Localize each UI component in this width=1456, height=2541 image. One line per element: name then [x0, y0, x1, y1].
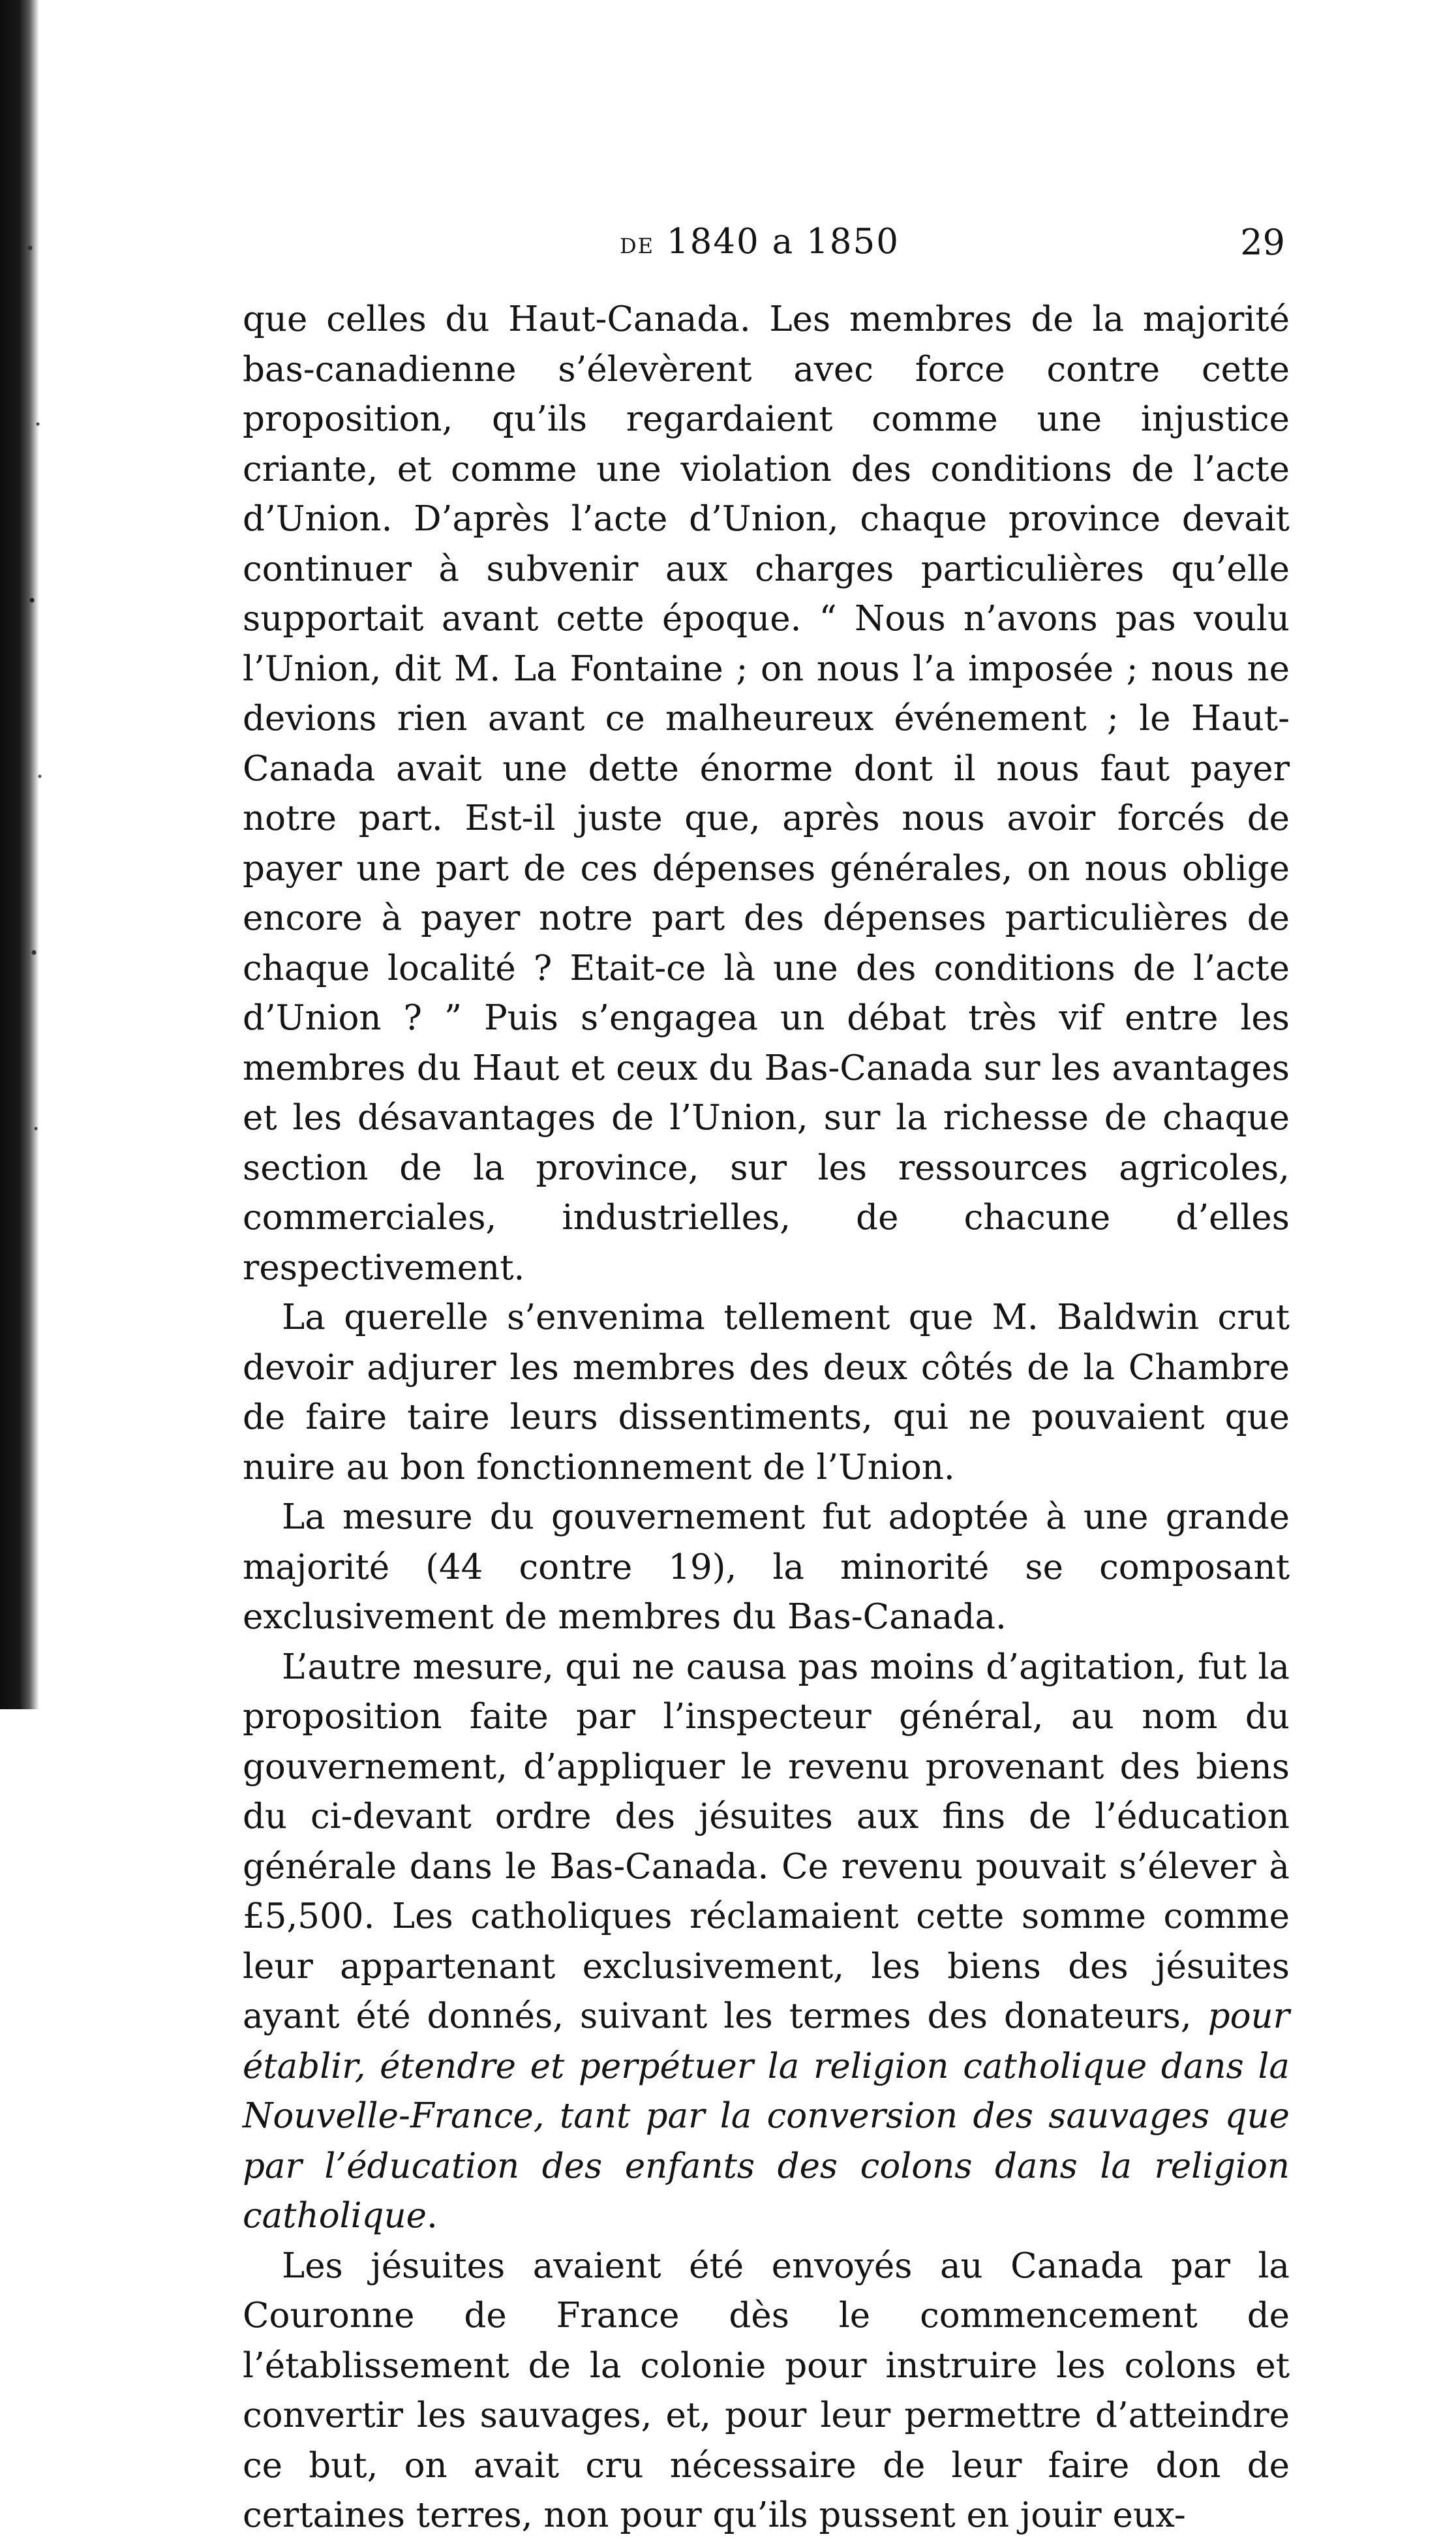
paragraph-4-text: L’autre mesure, qui ne causa pas moins d’agitation, fut la proposition faite par l’inspecteur général, au nom du gouvernement, d’appliquer le revenu provenant des biens du ci-devant ordre des jésuites aux fins de l’éducation générale dans le Bas-Canada. Ce revenu pouvait s’élever à £5,500. Les catholiques réclamaient cette somme comme leur appartenant exclusivement, les biens des jésuites ayant été donnés, suivant les termes des donateurs,	[243, 1647, 1290, 2036]
paragraph-4-italic-quote: pour établir, étendre et perpétuer la religion catholique dans la Nouvelle-France, tant par la conversion des sauvages que par l’éducation des enfants des colons dans la religion catholique	[243, 1996, 1290, 2236]
page-number: 29	[1240, 222, 1285, 263]
paragraph-2: La querelle s’envenima tellement que M. Baldwin crut devoir adjurer les membres des deux côtés de la Chambre de faire taire leurs dissentiments, qui ne pouvaient que nuire au bon fonctionnement de l’Union.	[243, 1298, 1290, 1487]
paragraph-3: La mesure du gouvernement fut adoptée à une grande majorité (44 contre 19), la minorité se composant exclusivement de membres du Bas-Canada.	[243, 1497, 1290, 1637]
page-header	[248, 222, 1285, 274]
paragraph-1: que celles du Haut-Canada. Les membres de la majorité bas-canadienne s’élevèrent avec force contre cette proposition, qu’ils regardaient comme une injustice criante, et comme une violation des conditions de l’acte d’Union. D’après l’acte d’Union, chaque province devait continuer à subvenir aux charges particulières qu’elle supportait avant cette époque. “ Nous n’avons pas voulu l’Union, dit M. La Fontaine ; on nous l’a imposée ; nous ne devions rien avant ce malheureux événement ; le Haut-Canada avait une dette énorme dont il nous faut payer notre part. Est-il juste que, après nous avoir forcés de payer une part de ces dépenses générales, on nous oblige encore à payer notre part des dépenses particulières de chaque localité ? Etait-ce là une des conditions de l’acte d’Union ? ” Puis s’engagea un débat très vif entre les membres du Haut et ceux du Bas-Canada sur les avantages et les désavantages de l’Union, sur la richesse de chaque section de la province, sur les ressources agricoles, commerciales, industrielles, de chacune d’elles respectivement.	[243, 299, 1290, 1288]
running-title	[620, 222, 900, 262]
binding-shadow-specks	[26, 130, 46, 1305]
running-title-prefix: de	[620, 225, 655, 260]
body-text	[243, 295, 1290, 2541]
running-title-years: 1840 a 1850	[666, 222, 900, 262]
paragraph-4-tail: .	[426, 2196, 438, 2236]
paragraph-5: Les jésuites avaient été envoyés au Canada par la Couronne de France dès le commencement de l’établissement de la colonie pour instruire les colons et convertir les sauvages, et, pour leur permettre d’atteindre ce but, on avait cru nécessaire de leur faire don de certaines terres, non pour qu’ils pussent en jouir eux-	[243, 2245, 1290, 2535]
paragraph-4	[243, 1643, 1290, 2242]
